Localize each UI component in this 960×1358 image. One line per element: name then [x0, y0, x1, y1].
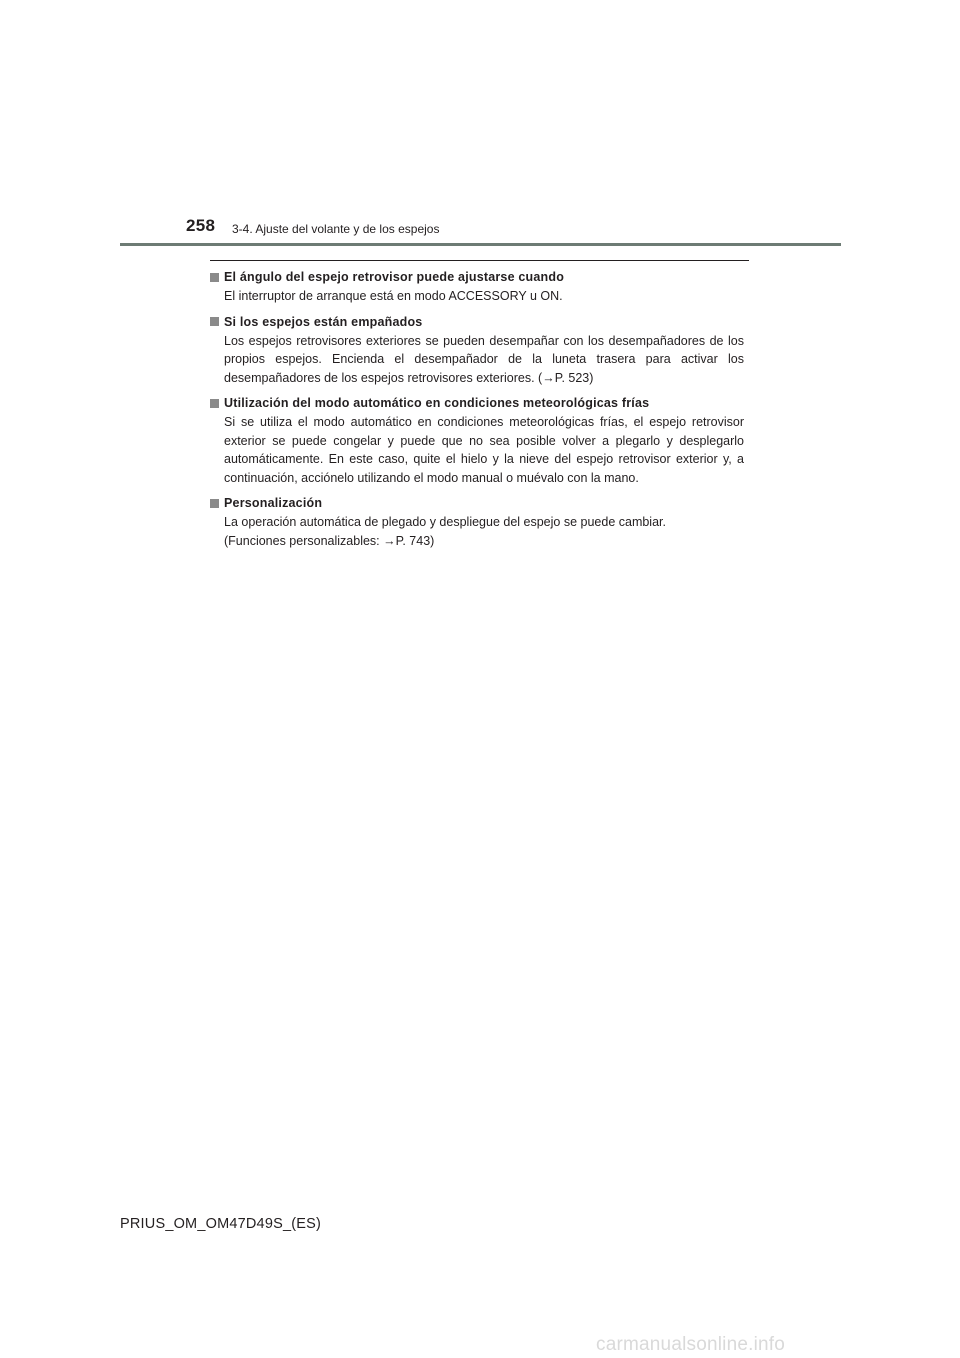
item-body-line: (Funciones personalizables: →P. 743)	[224, 533, 435, 548]
item-heading	[210, 493, 744, 513]
square-bullet-icon	[210, 317, 219, 326]
item-heading-text: Personalización	[224, 496, 323, 510]
item-body	[210, 513, 744, 550]
section-title: 3-4. Ajuste del volante y de los espejos	[232, 222, 440, 236]
header-rule	[120, 243, 841, 246]
item-body-line: La operación automática de plegado y despliegue del espejo se puede cambiar.	[224, 515, 666, 529]
item-heading-text: Si los espejos están empañados	[224, 314, 423, 329]
item-heading	[210, 393, 744, 413]
square-bullet-icon	[210, 399, 219, 408]
item-cold-weather	[210, 393, 744, 487]
content	[210, 267, 744, 556]
footer-doc-code: PRIUS_OM_OM47D49S_(ES)	[120, 1216, 322, 1232]
item-heading-text: Utilización del modo automático en condiciones meteorológicas frías	[224, 396, 650, 410]
watermark: carmanualsonline.info	[596, 1334, 786, 1355]
item-heading	[210, 267, 744, 287]
item-body: Si se utiliza el modo automático en condiciones meteorológicas frías, el espejo retrovisor exterior se puede congelar y puede que no sea posible volver a plegarlo y desplegarlo automáticamente. En este caso, quite el hielo y la nieve del espejo retrovisor exterior y, a continuación, acciónelo utilizando el modo manual o muévalo con la mano.	[224, 415, 744, 485]
item-body: El interruptor de arranque está en modo ACCESSORY u ON.	[224, 289, 563, 303]
item-customization	[210, 493, 744, 550]
item-heading	[210, 312, 744, 332]
item-heading-text: El ángulo del espejo retrovisor puede ajustarse cuando	[224, 270, 565, 284]
square-bullet-icon	[210, 499, 219, 508]
content-rule	[210, 260, 749, 261]
item-body: Los espejos retrovisores exteriores se pueden desempañar con los desempañadores de los propios espejos. Encienda el desempañador de la luneta trasera para activar los desempañadores de los espejos retrovisores exteriores. (→P. 523)	[224, 333, 744, 385]
item-angle	[210, 267, 744, 306]
square-bullet-icon	[210, 273, 219, 282]
page-number: 258	[186, 216, 216, 235]
item-fogged	[210, 312, 744, 388]
